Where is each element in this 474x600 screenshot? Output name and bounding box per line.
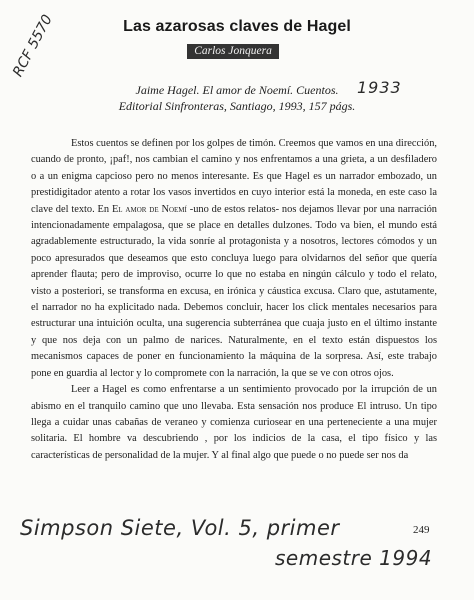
article-body [31,136,437,464]
handwritten-source-line1: Simpson Siete, Vol. 5, primer [20,516,340,540]
story-title-noemi: El amor de Noemí [111,203,187,215]
article-title: Las azarosas claves de Hagel [123,18,351,35]
paragraph-1-text-a: Estos cuentos se definen por los golpes de timón. Creemos que vamos en una dirección, cuando de pronto, ¡paf!, nos cambian el camino y nos enfrentamos a una grieta, a un desfiladero o a un enigma capcioso pero no menos interesante. Es que Hagel es un narrador embozado, un prestidigitador atento a rotar los vasos invertidos en cuyo interior está la moneda, en este caso la clave del texto. En [31,138,437,215]
page-number: 249 [413,524,430,536]
story-title-intruso: El intruso [357,400,399,412]
paragraph-1-text-b: -uno de estos relatos- nos dejamos llevar por una narración intencionadamente empalagosa, que se place en detalles dulzones. Todo va bien, el mundo está agradablemente estructurado, la vida sonríe al protagonista y a nosotros, lectores cómodos y un poco apresurados que deseamos que esto concluya luego para olvidarnos del señor que quería aprender flauta; pero de improviso, ocurre lo que no estaba en ningún cálculo y todo el relato, visto a posteriori, se transforma en excusa, en irónica y cáustica excusa. Claro que, astutamente, el narrador no ha explicitado nada. Debemos concluir, hacer los click mentales necesarios para estructurar una intuición oculta, una sugerencia subterránea que cuaja justo en el último instante y que nos deja con un palmo de narices. Naturalmente, en el texto están dispuestos los mecanismos capaces de poner en funcionamiento la máquina de la sorpresa. Así, este trabajo pone en guardia al lector y lo compromete con la narración, la que se ve con otros ojos. [31,203,438,379]
book-reference-line2: Editorial Sinfronteras, Santiago, 1993, 157 págs. [118,99,356,113]
handwritten-year: 1933 [357,78,402,97]
handwritten-catalog-code: RCF 5570 [10,12,56,80]
handwritten-source-line2: semestre 1994 [275,546,433,570]
paragraph-1 [31,136,437,382]
paragraph-2 [31,382,437,464]
book-reference-line1: Jaime Hagel. El amor de Noemí. Cuentos. [135,83,339,97]
paragraph-2-text-a: Leer a Hagel es como enfrentarse a un sentimiento provocado por la irrupción de un abismo en el tranquilo camino que uno llevaba. Esta sensación nos produce [31,384,437,412]
paragraph-2-text-b: . Un tipo llega a cuidar unas cabañas de veraneo y comienza curiosear en una perteneciente a una mujer solitaria. El hombre va descubriendo , por los indicios de la casa, el tipo físico y las características de personalidad de la mujer. Y al final algo que puede o no puede ser nos da [31,400,437,461]
author-name: Carlos Jonquera [187,44,279,59]
